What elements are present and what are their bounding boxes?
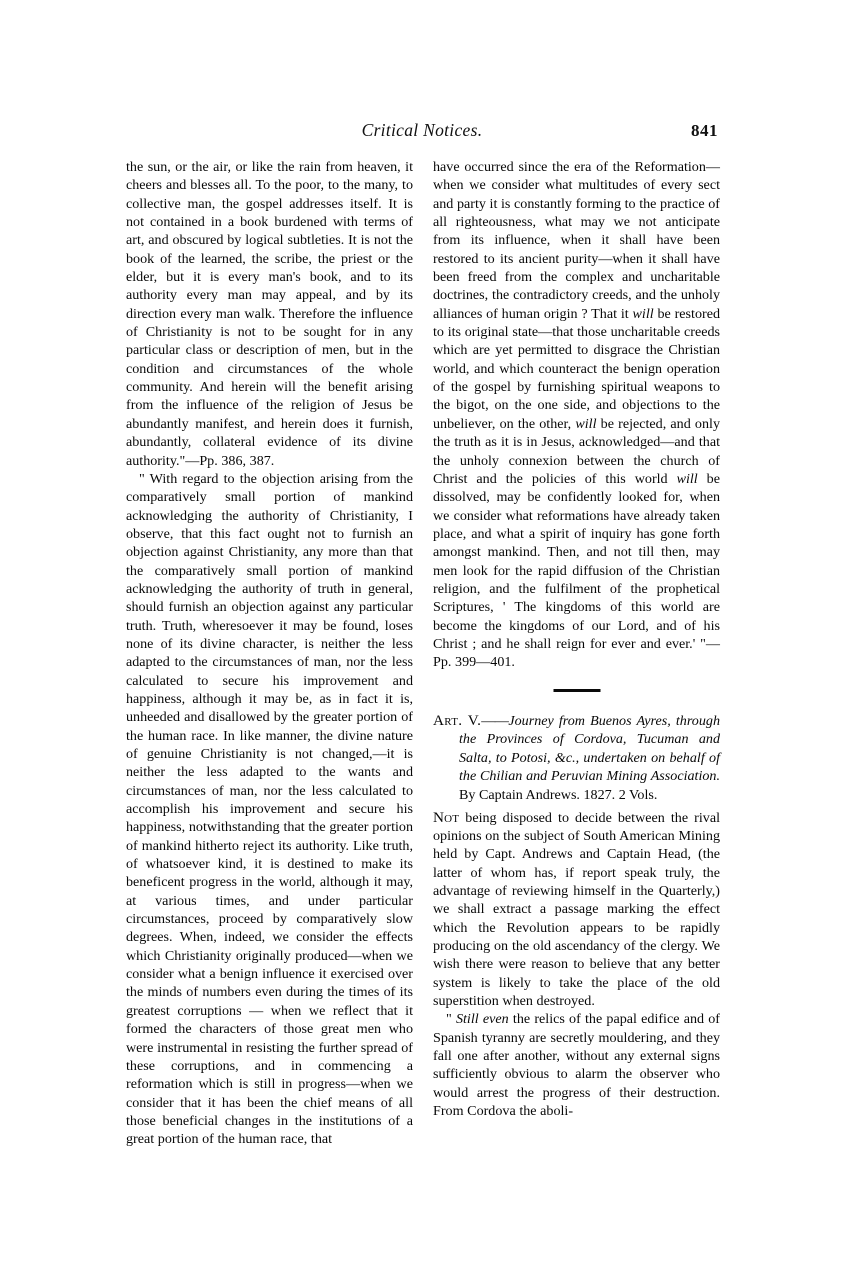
column-right: [433, 158, 720, 1168]
article-number-label: Art. V.: [433, 711, 482, 729]
page-number: 841: [691, 121, 718, 140]
body-paragraph: [126, 470, 413, 1149]
text-columns: [126, 158, 720, 1168]
running-head: [126, 120, 718, 146]
text-run: ": [446, 1011, 456, 1028]
running-head-title: Critical Notices.: [361, 120, 483, 140]
text-run: the sun, or the air, or like the rain from heaven, it cheers and blesses all. To the poor, to the many, to collective man, the gospel addresses itself. It is not contained in a book burdened with terms of art, and obscured by logical subtleties. It is not the book of the learned, the scribe, the priest or the elder, but it is every man's book, and to its authority every man may appeal, and by its direction every man walk. Therefore the influence of Christianity is not to be sought for in any particular class or description of men, but in the condition and circumstances of the whole community. And herein will the benefit arising from the influence of the religion of Jesus be abundantly manifest, and herein does it furnish, abundantly, collateral evidence of its divine authority."—Pp. 386, 387.: [126, 159, 413, 469]
text-run: being disposed to decide between the rival opinions on the subject of South American Mining held by Capt. Andrews and Captain Head, (the latter of whom has, if report speak truly, the advantage of reviewing himself in the Quarterly,) we shall extract a passage marking the effect which the Revolution appears to be rapidly producing on the old ascendancy of the clergy. We wish there were reason to believe that any better system is likely to take the place of the old superstition when destroyed.: [433, 809, 720, 1010]
text-run: be restored to its original state—that those uncharitable creeds which are yet permitted to disgrace the Christian world, and which counteract the benign operation of the gospel by furnishing spiritual weapons to the bigot, on the one side, and objections to the unbeliever, on the other,: [433, 305, 720, 432]
right-column-body: [433, 158, 720, 1120]
article-dash: ——: [481, 712, 509, 729]
text-run: be rejected, and only the truth as it is in Jesus, acknowledged—and that the unholy connexion between the church of Christ and the policies of this world: [433, 415, 720, 487]
divider-rule: [553, 689, 600, 692]
emphasis-run: will: [575, 415, 597, 432]
text-run: be dissolved, may be confidently looked for, when we consider what reformations have already taken place, and what a spirit of inquiry has gone forth amongst mankind. Then, and not till then, may men look for the rapid diffusion of the Christian religion, and the fulfilment of the prophetical Scriptures, ' The kingdoms of this world are become the kingdoms of our Lord, and of his Christ ; and he shall reign for ever and ever.' "—Pp. 399—401.: [433, 470, 720, 671]
section-divider: [433, 672, 720, 712]
article-byline: By Captain Andrews. 1827. 2 Vols.: [459, 787, 658, 803]
article-heading: [433, 712, 720, 805]
article-title: Journey from Buenos Ayres, through the Provinces of Cordova, Tucuman and Salta, to Potosi, &c., undertaken on behalf of the Chilian and Peruvian Mining Association.: [459, 712, 720, 785]
body-paragraph: [433, 158, 720, 672]
paragraph-opening-smallcaps: Not: [433, 808, 460, 826]
emphasis-run: will: [676, 470, 698, 487]
left-column-body: [126, 158, 413, 1149]
body-paragraph: [433, 809, 720, 1011]
text-run: have occurred since the era of the Reformation—when we consider what multitudes of every sect and party it is constantly forming to the practice of all righteousness, what may we not anticipate from its influence, when it shall have been restored to its ancient purity—when it shall have been freed from the complex and uncharitable doctrines, the contradictory creeds, and the unholy alliances of human origin ? That it: [433, 159, 721, 322]
text-run: " With regard to the objection arising from the comparatively small portion of mankind acknowledging the authority of Christianity, I observe, that this fact ought not to furnish an objection against Christianity, any more than that the comparatively small portion of mankind acknowledging the authority of truth in general, should furnish an objection against any particular truth. Truth, wheresoever it may be found, loses none of its divine character, is neither the less adapted to the circumstances of man, nor the less calculated to secure his improvement and happiness, although it may be, as in fact it is, unheeded and disallowed by the greater portion of the human race. In like manner, the divine nature of genuine Christianity is not changed,—it is neither the less adapted to the wants and circumstances of man, nor the less calculated to accomplish his improvement and secure his happiness, notwithstanding that the greater portion of mankind hitherto reject its authority. Like truth, of whatsoever kind, it is destined to make its beneficent progress in the world, although it may, at various times, and under particular circumstances, proceed by comparatively slow degrees. When, indeed, we consider the effects which Christianity originally produced—when we consider what a benign influence it exercised over the minds of numbers even during the times of its greatest corruptions — when we reflect that it formed the characters of those great men who were instrumental in resisting the further spread of these corruptions, and in commencing a reformation which is still in progress—when we consider that it has been the chief means of all those beneficial changes in the institutions of a great portion of the human race, that: [126, 470, 413, 1148]
body-paragraph: [433, 1010, 720, 1120]
emphasis-run: will: [632, 305, 654, 322]
text-run: the relics of the papal edifice and of Spanish tyranny are secretly mouldering, and they fall one after another, without any external signs sufficiently obvious to alarm the observer who would arrest the progress of their destruction. From Cordova the aboli-: [433, 1011, 720, 1120]
body-paragraph: [126, 158, 413, 470]
column-left: [126, 158, 413, 1168]
emphasis-run: Still even: [455, 1011, 509, 1028]
